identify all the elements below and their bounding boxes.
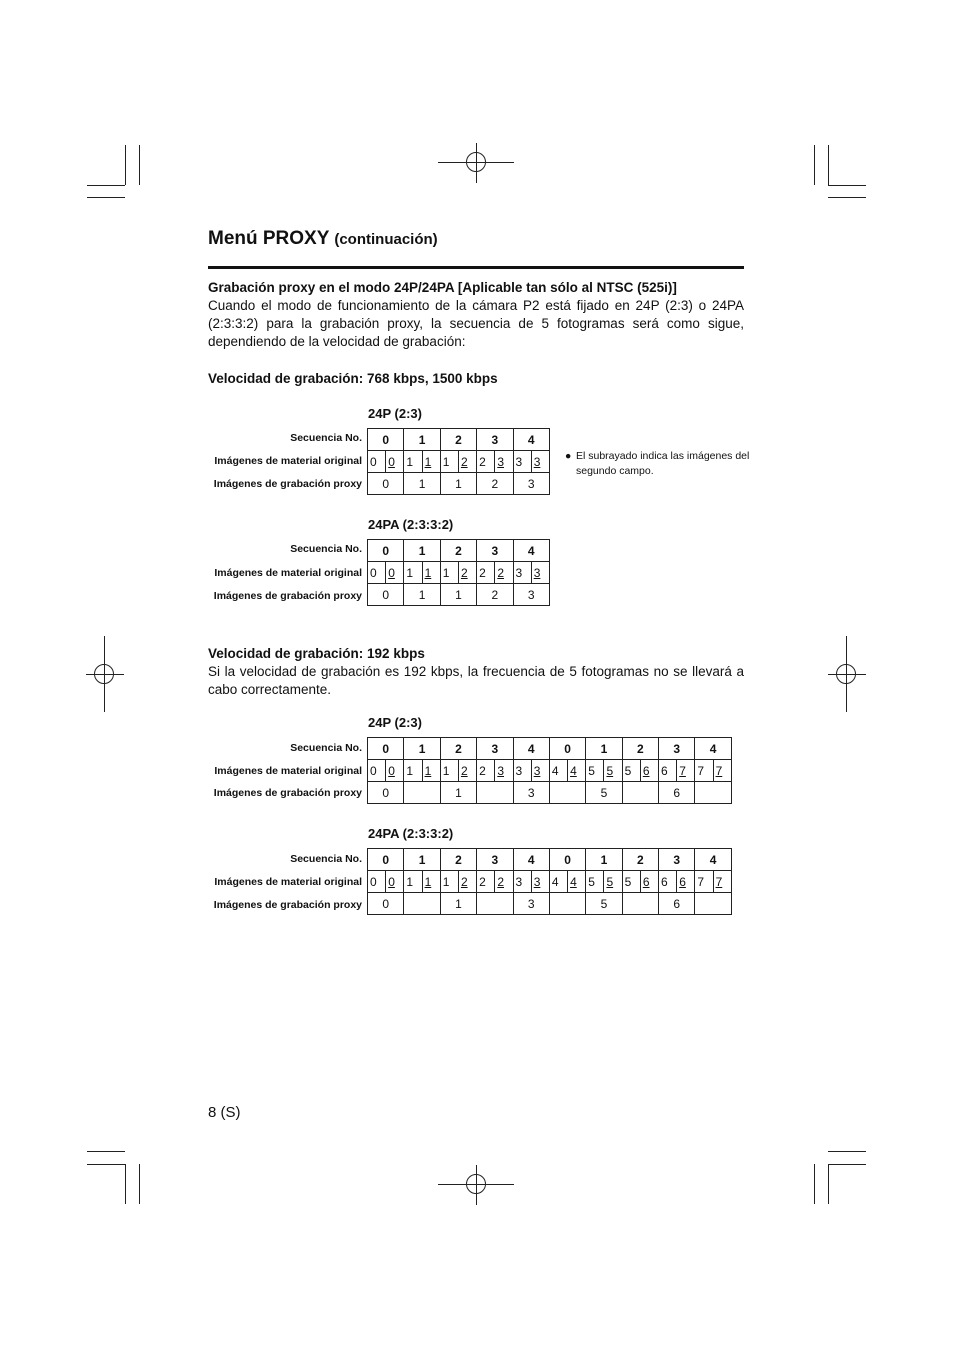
table-title-24pa: 24PA (2:3:3:2) [368,826,454,841]
first-field-value: 3 [515,565,523,580]
first-field-value: 5 [588,874,595,889]
first-field-value: 1 [406,763,414,778]
sequence-cell: 3 [659,849,695,871]
proxy-cell [622,893,658,915]
original-cell [531,871,549,893]
sequence-cell: 0 [368,738,404,760]
second-field-value: 0 [388,763,395,778]
second-field-value: 6 [679,874,686,889]
original-cell [604,871,622,893]
second-field-value: 2 [460,565,468,580]
first-field-value: 0 [370,454,377,469]
sequence-cell: 2 [622,738,658,760]
proxy-cell: 1 [440,584,476,606]
second-field-value: 4 [570,874,577,889]
second-field-value: 5 [606,874,614,889]
original-cell [440,871,458,893]
second-field-value: 2 [460,763,468,778]
proxy-cell: 1 [404,584,440,606]
original-cell [531,760,549,782]
second-field-value: 2 [460,454,468,469]
original-cell [368,760,386,782]
original-cell [422,562,440,584]
second-field-value: 3 [533,874,541,889]
sequence-cell: 4 [695,849,731,871]
original-cell [568,871,586,893]
second-field-value: 6 [642,763,650,778]
original-cell [495,562,513,584]
original-cell [695,871,713,893]
sequence-cell: 3 [659,738,695,760]
second-field-value: 2 [497,565,504,580]
original-cell [495,871,513,893]
proxy-cell [549,893,585,915]
original-cell [422,760,440,782]
original-cell [477,451,495,473]
first-field-value: 4 [551,874,559,889]
page-title-sub: (continuación) [334,231,438,248]
table-title-24p: 24P (2:3) [368,406,422,421]
sequence-cell: 1 [404,849,440,871]
page-title [208,228,438,250]
original-cell [386,451,404,473]
sequence-cell: 0 [549,738,585,760]
proxy-cell [622,782,658,804]
label-original: Imágenes de material original [214,876,362,888]
note-text: El subrayado indica las imágenes del segundo campo. [576,450,750,477]
proxy-cell: 2 [477,473,513,495]
proxy-cell: 2 [477,584,513,606]
original-row [368,760,732,782]
second-field-value: 6 [642,874,650,889]
proxy-cell: 5 [586,782,622,804]
proxy-cell: 0 [368,473,404,495]
proxy-cell: 3 [513,473,549,495]
second-field-value: 3 [533,763,541,778]
original-cell [404,871,422,893]
sequence-cell: 0 [368,429,404,451]
second-field-value: 2 [497,874,504,889]
proxy-row [368,584,550,606]
original-cell [458,760,476,782]
original-cell [495,760,513,782]
rate-heading-192: Velocidad de grabación: 192 kbps [208,646,425,661]
original-cell [386,562,404,584]
sequence-cell: 1 [404,738,440,760]
original-cell [458,871,476,893]
sequence-cell: 1 [586,738,622,760]
first-field-value: 6 [661,763,668,778]
sequence-cell: 4 [513,429,549,451]
proxy-cell [404,782,440,804]
label-proxy: Imágenes de grabación proxy [213,899,362,911]
second-field-value: 0 [388,874,395,889]
sequence-cell: 4 [513,738,549,760]
second-field-value: 0 [388,565,395,580]
proxy-cell: 3 [513,782,549,804]
proxy-row [368,782,732,804]
original-cell [586,760,604,782]
sequence-cell: 0 [368,540,404,562]
proxy-cell [549,782,585,804]
second-field-value: 1 [424,565,432,580]
sequence-row [368,849,732,871]
second-field-value: 3 [533,565,541,580]
original-row [368,562,550,584]
original-cell [713,760,731,782]
sequence-cell: 4 [695,738,731,760]
second-field-value: 0 [388,454,395,469]
proxy-cell [695,782,731,804]
original-cell [404,562,422,584]
second-field-value: 5 [606,763,614,778]
proxy-cell: 0 [368,782,404,804]
label-sequence: Secuencia No. [290,543,362,555]
second-field-value: 1 [424,763,432,778]
second-field-value: 2 [460,874,468,889]
original-cell [713,871,731,893]
original-cell [440,451,458,473]
original-cell [622,760,640,782]
original-cell [440,760,458,782]
first-field-value: 1 [442,874,450,889]
first-field-value: 3 [515,763,523,778]
original-cell [440,562,458,584]
original-cell [568,760,586,782]
label-proxy: Imágenes de grabación proxy [213,787,362,799]
label-proxy: Imágenes de grabación proxy [213,478,362,490]
first-field-value: 2 [479,565,486,580]
second-field-value: 4 [570,763,577,778]
original-cell [458,562,476,584]
original-cell [422,451,440,473]
label-original: Imágenes de material original [214,765,362,777]
proxy-cell [477,893,513,915]
rate-heading-768: Velocidad de grabación: 768 kbps, 1500 kbps [208,371,498,386]
first-field-value: 0 [370,874,377,889]
original-row [368,871,732,893]
original-cell [659,871,677,893]
proxy-cell [404,893,440,915]
proxy-row [368,473,550,495]
sequence-row [368,429,550,451]
first-field-value: 1 [406,454,414,469]
original-cell [368,871,386,893]
label-sequence: Secuencia No. [290,853,362,865]
sequence-cell: 3 [477,738,513,760]
proxy-cell: 1 [404,473,440,495]
sequence-table [367,539,550,606]
first-field-value: 2 [479,454,486,469]
proxy-cell: 3 [513,584,549,606]
proxy-cell: 3 [513,893,549,915]
first-field-value: 2 [479,763,486,778]
original-cell [640,760,658,782]
original-cell [404,760,422,782]
proxy-cell: 1 [440,473,476,495]
original-cell [586,871,604,893]
sequence-cell: 2 [440,429,476,451]
sequence-cell: 2 [622,849,658,871]
original-cell [513,562,531,584]
original-cell [368,451,386,473]
underline-note [565,449,750,479]
sequence-cell: 4 [513,849,549,871]
sequence-cell: 3 [477,540,513,562]
label-original: Imágenes de material original [214,567,362,579]
first-field-value: 1 [442,763,450,778]
original-cell [422,871,440,893]
proxy-cell: 1 [440,893,476,915]
original-cell [477,871,495,893]
original-row [368,451,550,473]
first-field-value: 5 [588,763,595,778]
second-field-value: 1 [424,874,432,889]
proxy-cell [695,893,731,915]
label-original: Imágenes de material original [214,455,362,467]
original-cell [458,451,476,473]
original-cell [368,562,386,584]
original-cell [531,451,549,473]
original-cell [659,760,677,782]
sequence-cell: 3 [477,429,513,451]
sequence-row [368,738,732,760]
first-field-value: 7 [697,874,705,889]
sequence-cell: 1 [404,429,440,451]
proxy-cell: 6 [659,893,695,915]
rate-192-paragraph: Si la velocidad de grabación es 192 kbps, la frecuencia de 5 fotogramas no se llevará a cabo correctamente. [208,664,744,697]
sequence-cell: 1 [586,849,622,871]
second-field-value: 7 [715,874,723,889]
first-field-value: 3 [515,874,523,889]
first-field-value: 0 [370,763,377,778]
first-field-value: 4 [551,763,559,778]
sequence-cell: 2 [440,738,476,760]
first-field-value: 5 [624,763,632,778]
original-cell [677,760,695,782]
sequence-cell: 3 [477,849,513,871]
second-field-value: 3 [497,454,504,469]
original-cell [386,760,404,782]
second-field-value: 1 [424,454,432,469]
first-field-value: 5 [624,874,632,889]
original-cell [695,760,713,782]
sequence-cell: 0 [368,849,404,871]
proxy-cell: 0 [368,893,404,915]
table-title-24p: 24P (2:3) [368,715,422,730]
bullet-icon: ● [565,450,572,462]
proxy-row [368,893,732,915]
intro-paragraph: Cuando el modo de funcionamiento de la cámara P2 está fijado en 24P (2:3) o 24PA (2:3:3:2) para la grabación proxy, la secuencia de 5 fotogramas será como sigue, dependiendo de la velocidad de grabación: [208,298,744,349]
second-field-value: 3 [497,763,504,778]
label-sequence: Secuencia No. [290,432,362,444]
first-field-value: 3 [515,454,523,469]
first-field-value: 0 [370,565,377,580]
label-sequence: Secuencia No. [290,742,362,754]
original-cell [477,760,495,782]
original-cell [622,871,640,893]
proxy-cell: 6 [659,782,695,804]
original-cell [531,562,549,584]
original-cell [549,871,567,893]
section-heading: Grabación proxy en el modo 24P/24PA [Aplicable tan sólo al NTSC (525i)] [208,280,677,295]
original-cell [404,451,422,473]
first-field-value: 6 [661,874,668,889]
sequence-cell: 0 [549,849,585,871]
table-title-24pa: 24PA (2:3:3:2) [368,517,454,532]
first-field-value: 2 [479,874,486,889]
sequence-cell: 2 [440,849,476,871]
original-cell [495,451,513,473]
page-number: 8 (S) [208,1104,241,1121]
second-field-value: 7 [679,763,686,778]
first-field-value: 1 [406,874,414,889]
page-title-main: Menú PROXY [208,228,330,249]
sequence-table [367,848,732,915]
sequence-table [367,428,550,495]
second-field-value: 7 [715,763,723,778]
proxy-cell: 0 [368,584,404,606]
first-field-value: 1 [442,565,450,580]
sequence-cell: 2 [440,540,476,562]
proxy-cell [477,782,513,804]
proxy-cell: 5 [586,893,622,915]
original-cell [513,760,531,782]
original-cell [604,760,622,782]
label-proxy: Imágenes de grabación proxy [213,590,362,602]
sequence-cell: 1 [404,540,440,562]
original-cell [549,760,567,782]
original-cell [677,871,695,893]
original-cell [513,451,531,473]
proxy-cell: 1 [440,782,476,804]
second-field-value: 3 [533,454,541,469]
first-field-value: 1 [442,454,450,469]
title-rule [208,266,744,269]
sequence-cell: 4 [513,540,549,562]
first-field-value: 7 [697,763,705,778]
first-field-value: 1 [406,565,414,580]
sequence-table [367,737,732,804]
original-cell [386,871,404,893]
sequence-row [368,540,550,562]
original-cell [640,871,658,893]
original-cell [513,871,531,893]
original-cell [477,562,495,584]
